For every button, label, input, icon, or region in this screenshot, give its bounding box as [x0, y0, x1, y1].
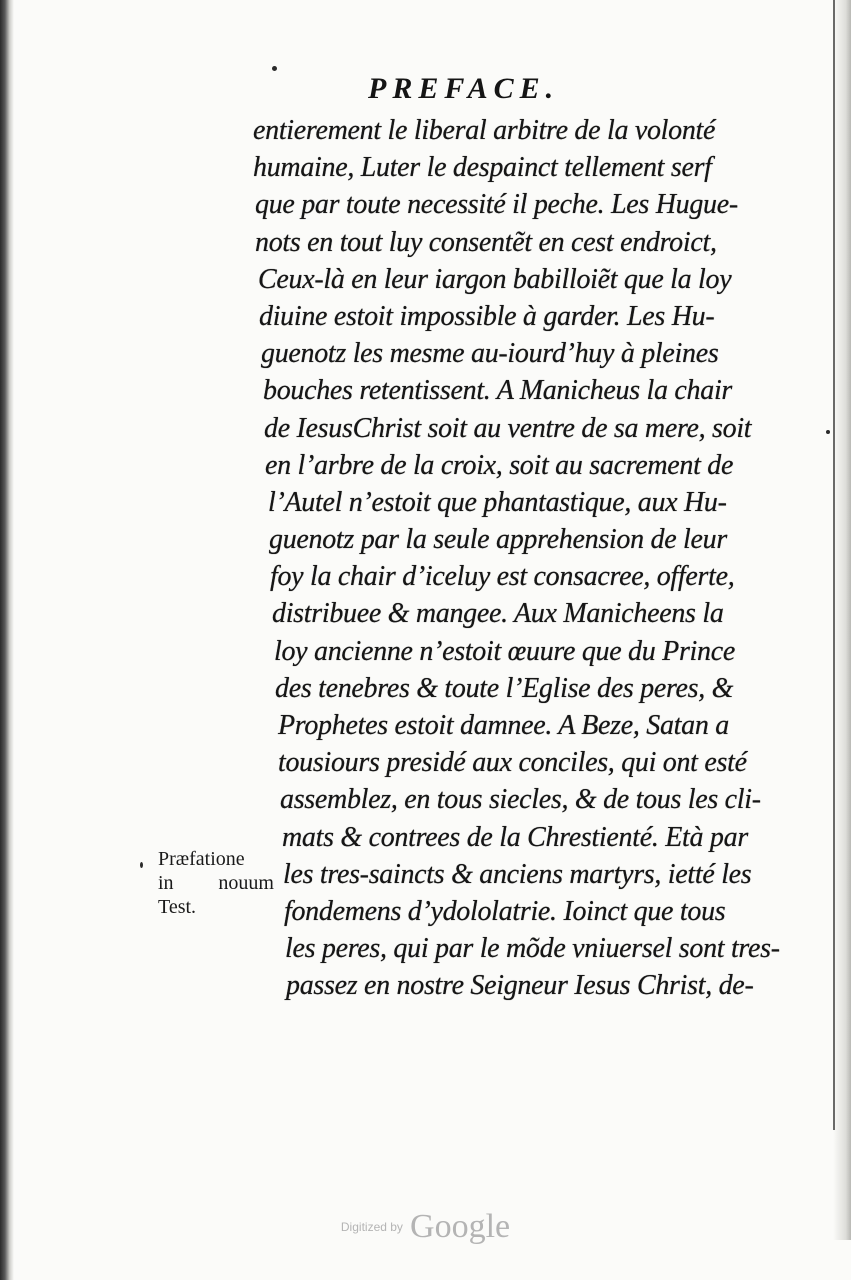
marginal-note-line: in nouum [158, 872, 274, 894]
page-right-edge-line [833, 0, 835, 1130]
text-line: les peres, qui par le mõde vniuersel sont tres- [285, 933, 780, 965]
google-logo: Google [410, 1208, 511, 1245]
text-line: en l’arbre de la croix, soit au sacrement de [265, 449, 734, 481]
marginal-note [158, 847, 278, 919]
text-line: bouches retentissent. A Manicheus la chair [263, 375, 733, 407]
text-line: Ceux-là en leur iargon babilloiẽt que la loy [258, 263, 732, 295]
running-head: PREFACE. [368, 72, 560, 105]
text-line: humaine, Luter le despainct tellement serf [253, 152, 712, 184]
text-line: passez en nostre Seigneur Iesus Christ, de- [286, 970, 754, 1002]
text-line: de IesusChrist soit au ventre de sa mere, soit [264, 412, 752, 444]
text-line: loy ancienne n’estoit œuure que du Prince [274, 635, 735, 667]
marginal-note-line: Præfatione [158, 848, 245, 870]
text-line: nots en tout luy consentẽt en cest endroict, [255, 226, 717, 258]
text-line: assemblez, en tous siecles, & de tous les cli- [280, 784, 761, 816]
text-line: fondemens d’ydololatrie. Ioinct que tous [284, 895, 726, 927]
text-line: des tenebres & toute l’Eglise des peres, & [275, 672, 734, 704]
text-line: tousiours presidé aux conciles, qui ont esté [278, 747, 747, 779]
text-line: diuine estoit impossible à garder. Les Hu- [259, 300, 715, 332]
text-line: foy la chair d’iceluy est consacree, offerte, [270, 561, 735, 593]
ink-speck [272, 66, 277, 71]
digitized-label: Digitized by [340, 1220, 403, 1234]
text-line: Prophetes estoit damnee. A Beze, Satan a [278, 710, 729, 741]
ink-speck [826, 430, 830, 434]
body-text [250, 112, 810, 1005]
text-line: les tres-saincts & anciens martyrs, ietté les [283, 858, 752, 890]
ink-speck [140, 862, 143, 868]
text-line: mats & contrees de la Chrestienté. Età par [282, 821, 748, 853]
text-line: que par toute necessité il peche. Les Hugue- [255, 189, 738, 221]
text-line: l’Autel n’estoit que phantastique, aux Hu- [268, 486, 727, 518]
marginal-note-line: Test. [158, 896, 197, 918]
text-line: guenotz par la seule apprehension de leur [269, 524, 727, 556]
text-line: distribuee & mangee. Aux Manicheens la [272, 598, 724, 630]
text-line: entierement le liberal arbitre de la volonté [253, 115, 716, 146]
page-right-edge-shadow [833, 0, 851, 1240]
digitization-watermark [0, 1208, 851, 1246]
text-line: guenotz les mesme au-iourd’huy à pleines [261, 338, 719, 370]
page-left-edge-shadow [0, 0, 14, 1280]
